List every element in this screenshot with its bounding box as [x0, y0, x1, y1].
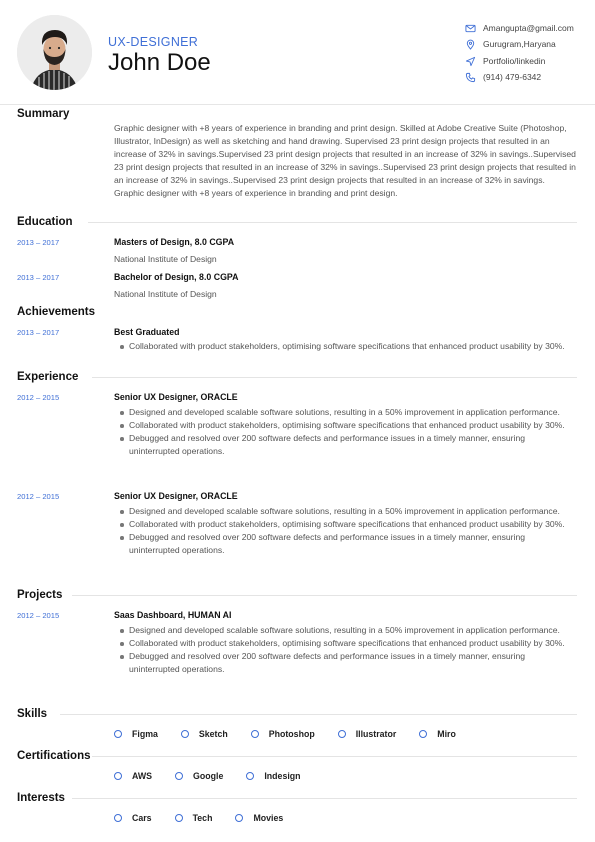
skill-label: Photoshop: [268, 729, 315, 739]
education-degree: Masters of Design, 8.0 CGPA: [114, 237, 235, 247]
section-title-summary: Summary: [17, 108, 70, 120]
contact-phone[interactable]: [465, 71, 590, 87]
job-role: UX-DESIGNER: [108, 35, 199, 49]
interest-label: Movies: [253, 813, 284, 823]
interest-label: Cars: [132, 813, 152, 823]
skills-list: [114, 729, 479, 739]
bullet-item: Designed and developed scalable software solutions, resulting in a 50% improvement in application performance.: [114, 624, 577, 637]
bullet-item: Collaborated with product stakeholders, optimising software specifications that enhanced product usability by 30%.: [114, 637, 577, 650]
circle-bullet-icon: [251, 730, 259, 738]
section-title-education: Education: [17, 216, 73, 228]
circle-bullet-icon: [114, 814, 122, 822]
interest-item: [114, 813, 152, 823]
resume-header: [0, 0, 595, 100]
contact-email[interactable]: [465, 22, 590, 38]
section-divider: [72, 798, 577, 799]
interest-item: [235, 813, 283, 823]
phone-icon: [465, 72, 476, 83]
bullet-item: Collaborated with product stakeholders, optimising software specifications that enhanced product usability by 30%.: [114, 518, 577, 531]
certification-label: Indesign: [264, 771, 301, 781]
section-divider: [92, 377, 577, 378]
contact-list: [465, 22, 590, 87]
experience-dates: 2012 – 2015: [17, 393, 60, 402]
skill-label: Sketch: [198, 729, 228, 739]
education-dates: 2013 – 2017: [17, 238, 60, 247]
section-title-achievements: Achievements: [17, 306, 95, 318]
certification-item: [246, 771, 300, 781]
section-title-projects: Projects: [17, 589, 63, 601]
skill-item: [419, 729, 456, 739]
skill-item: [338, 729, 397, 739]
experience-title: Senior UX Designer, ORACLE: [114, 392, 238, 402]
skill-item: [114, 729, 158, 739]
bullet-item: Designed and developed scalable software solutions, resulting in a 50% improvement in application performance.: [114, 406, 577, 419]
achievement-bullets: [114, 340, 577, 353]
project-bullets: [114, 624, 577, 676]
skill-label: Figma: [132, 729, 158, 739]
certifications-list: [114, 771, 324, 781]
candidate-name: John Doe: [108, 49, 211, 76]
experience-bullets: [114, 406, 577, 458]
skill-item: [181, 729, 228, 739]
circle-bullet-icon: [246, 772, 254, 780]
circle-bullet-icon: [235, 814, 243, 822]
education-school: National Institute of Design: [114, 254, 217, 264]
contact-location-text: Gurugram,Haryana: [483, 39, 556, 50]
circle-bullet-icon: [175, 772, 183, 780]
skill-label: Miro: [437, 729, 456, 739]
bullet-item: Collaborated with product stakeholders, optimising software specifications that enhanced product usability by 30%.: [114, 340, 577, 353]
header-divider: [0, 104, 595, 105]
section-title-interests: Interests: [17, 792, 65, 804]
certification-item: [175, 771, 223, 781]
circle-bullet-icon: [175, 814, 183, 822]
circle-bullet-icon: [114, 730, 122, 738]
project-title: Saas Dashboard, HUMAN AI: [114, 610, 232, 620]
certification-item: [114, 771, 152, 781]
experience-dates: 2012 – 2015: [17, 492, 60, 501]
contact-portfolio-text: Portfolio/linkedin: [483, 55, 546, 66]
contact-phone-text: (914) 479-6342: [483, 71, 542, 82]
section-divider: [92, 756, 577, 757]
contact-location: [465, 38, 590, 54]
contact-portfolio[interactable]: [465, 55, 590, 71]
section-title-experience: Experience: [17, 371, 79, 383]
section-title-certifications: Certifications: [17, 750, 91, 762]
summary-text: Graphic designer with +8 years of experience in branding and print design. Skilled at Adobe Creative Suite (Photoshop, Illustrator, InDesign) as well as sketching and hand drawing. Supervised 23 print design projects that resulted in an increase of 32% in savings.Supervised 23 print design projects that resulted in an increase of 32% in savings..Supervised 23 print design projects that resulted in an increase of 32% in savings..Supervised 23 print design projects that resulted in an increase of 32% in savings..Supervised 23 print design projects that resulted in an increase of 32% in savings. Graphic designer with +8 years of experience in branding and print design.: [114, 123, 576, 198]
achievement-title: Best Graduated: [114, 327, 180, 337]
contact-email-text: Amangupta@gmail.com: [483, 23, 574, 33]
skill-label: Illustrator: [355, 729, 397, 739]
bullet-item: Debugged and resolved over 200 software defects and performance issues in a timely manner, ensuring uninterrupted operations.: [114, 432, 577, 458]
section-divider: [72, 595, 577, 596]
section-divider: [60, 714, 577, 715]
bullet-item: Debugged and resolved over 200 software defects and performance issues in a timely manner, ensuring uninterrupted operations.: [114, 650, 577, 676]
bullet-item: Collaborated with product stakeholders, optimising software specifications that enhanced product usability by 30%.: [114, 419, 577, 432]
interests-list: [114, 813, 306, 823]
education-dates: 2013 – 2017: [17, 273, 60, 282]
experience-title: Senior UX Designer, ORACLE: [114, 491, 238, 501]
circle-bullet-icon: [419, 730, 427, 738]
circle-bullet-icon: [181, 730, 189, 738]
profile-photo: [17, 15, 92, 90]
circle-bullet-icon: [338, 730, 346, 738]
bullet-item: Debugged and resolved over 200 software defects and performance issues in a timely manner, ensuring uninterrupted operations.: [114, 531, 577, 557]
section-divider: [88, 222, 577, 223]
bullet-item: Designed and developed scalable software solutions, resulting in a 50% improvement in application performance.: [114, 505, 577, 518]
interest-label: Tech: [192, 813, 213, 823]
education-degree: Bachelor of Design, 8.0 CGPA: [114, 272, 239, 282]
mail-icon: [465, 23, 476, 34]
interest-item: [175, 813, 213, 823]
education-school: National Institute of Design: [114, 289, 217, 299]
skill-item: [251, 729, 315, 739]
location-pin-icon: [465, 39, 476, 50]
achievement-dates: 2013 – 2017: [17, 328, 60, 337]
section-title-skills: Skills: [17, 708, 48, 720]
send-arrow-icon: [465, 56, 476, 67]
project-dates: 2012 – 2015: [17, 611, 60, 620]
certification-label: AWS: [132, 771, 153, 781]
experience-bullets: [114, 505, 577, 557]
circle-bullet-icon: [114, 772, 122, 780]
certification-label: Google: [193, 771, 224, 781]
